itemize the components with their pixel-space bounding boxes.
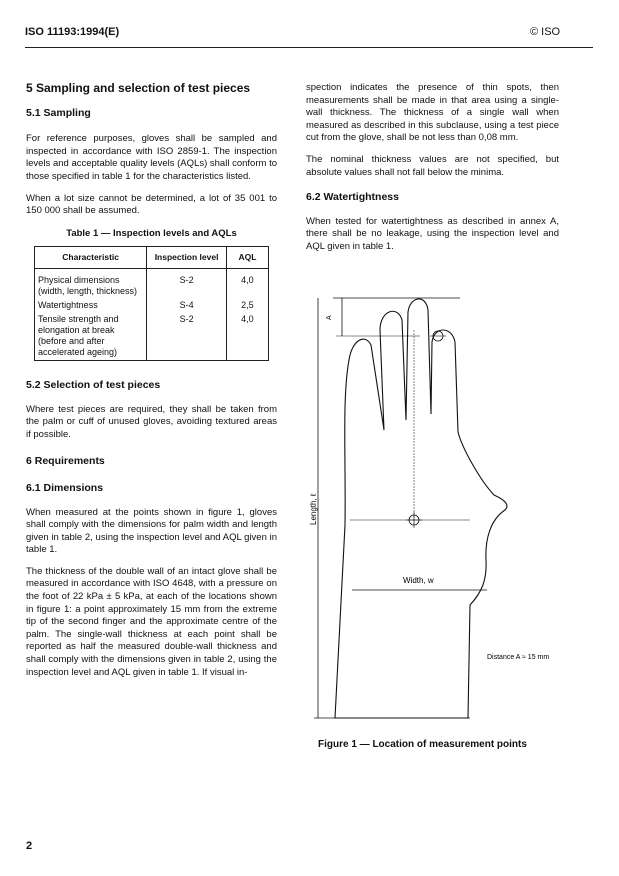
- table-header-characteristic: Characteristic: [35, 247, 147, 269]
- table-cell-aql: 2,5: [226, 297, 268, 311]
- table-cell-level: S-2: [147, 268, 227, 297]
- figure-1-caption: Figure 1 — Location of measurement points: [318, 739, 527, 750]
- table-header-inspection-level: Inspection level: [147, 247, 227, 269]
- distance-a-label: A: [326, 315, 333, 320]
- table-cell-aql: 4,0: [226, 311, 268, 361]
- section-5-2-para-1: Where test pieces are required, they shall be taken from the palm or cuff of unused gloves, avoiding textured areas if possible.: [26, 403, 277, 440]
- table-cell-characteristic: Physical dimensions (width, length, thickness): [35, 268, 147, 297]
- copyright: © ISO: [530, 26, 561, 38]
- section-6-1-para-1: When measured at the points shown in figure 1, gloves shall comply with the dimensions for palm width and length given in table 2, using the inspection level and AQL given in table 1.: [26, 506, 277, 556]
- standard-id: ISO 11193:1994(E): [25, 26, 120, 38]
- table-row: [35, 297, 269, 311]
- right-column: [306, 82, 559, 254]
- section-5-heading: 5 Sampling and selection of test pieces: [26, 81, 251, 95]
- table-cell-characteristic: Watertightness: [35, 297, 147, 311]
- section-6-1-para-3: The nominal thickness values are not specified, but absolute values shall not fall below the minima.: [306, 153, 559, 178]
- table-cell-aql: 4,0: [226, 268, 268, 297]
- distance-note: Distance A ≈ 15 mm: [487, 654, 550, 661]
- table-cell-level: S-4: [147, 297, 227, 311]
- table-1-title: Table 1 — Inspection levels and AQLs: [66, 227, 237, 239]
- table-1: [34, 246, 269, 361]
- table-row: [35, 311, 269, 361]
- figure-1-glove-diagram: [300, 290, 600, 730]
- section-6-1-heading: 6.1 Dimensions: [26, 481, 104, 494]
- section-5-1-para-2: When a lot size cannot be determined, a lot of 35 001 to 150 000 shall be assumed.: [26, 192, 277, 217]
- section-5-2-heading: 5.2 Selection of test pieces: [26, 378, 161, 391]
- table-header-aql: AQL: [226, 247, 268, 269]
- header-rule: [25, 47, 593, 48]
- glove-outline: [335, 299, 507, 718]
- section-6-1-para-2: The thickness of the double wall of an intact glove shall be measured in accordance with ISO 4648, with a pressure on the foot of 22 kPa ± 5 kPa, at each of the locations shown in figure 1: a point approximately 15 mm from the extreme tip of the second finger and the approximate centre of the palm. The single-wall thickness at each point shall be reported as half the measured double-wall thickness and shall comply with the dimensions given in table 2, using the inspection level and AQL given in table 1. If visual in-: [26, 565, 277, 678]
- length-label: Length, ℓ: [309, 493, 318, 525]
- table-cell-level: S-2: [147, 311, 227, 361]
- page-number: 2: [26, 840, 33, 852]
- left-column: [26, 82, 277, 679]
- section-6-heading: 6 Requirements: [26, 455, 105, 468]
- table-cell-characteristic: Tensile strength and elongation at break (before and after accelerated ageing): [35, 311, 147, 361]
- table-row: [35, 268, 269, 297]
- section-6-2-para-1: When tested for watertightness as described in annex A, there shall be no leakage, using the inspection level and AQL given in table 1.: [306, 215, 559, 252]
- section-5-1-heading: 5.1 Sampling: [26, 106, 91, 119]
- section-5-1-para-1: For reference purposes, gloves shall be sampled and inspected in accordance with ISO 2859-1. The inspection levels and acceptable quality levels (AQLs) shall conform to those specified in table 1 for the characteristics listed.: [26, 133, 277, 182]
- section-6-1-para-2-continued: spection indicates the presence of thin spots, then measurements shall be made in that area using a single-wall thickness. The thickness of a single wall when measured as described in this subclause, using a test piece cut from the glove, shall be not less than 0,08 mm.: [306, 82, 559, 144]
- section-6-2-heading: 6.2 Watertightness: [306, 191, 399, 204]
- width-label: Width, w: [403, 576, 434, 585]
